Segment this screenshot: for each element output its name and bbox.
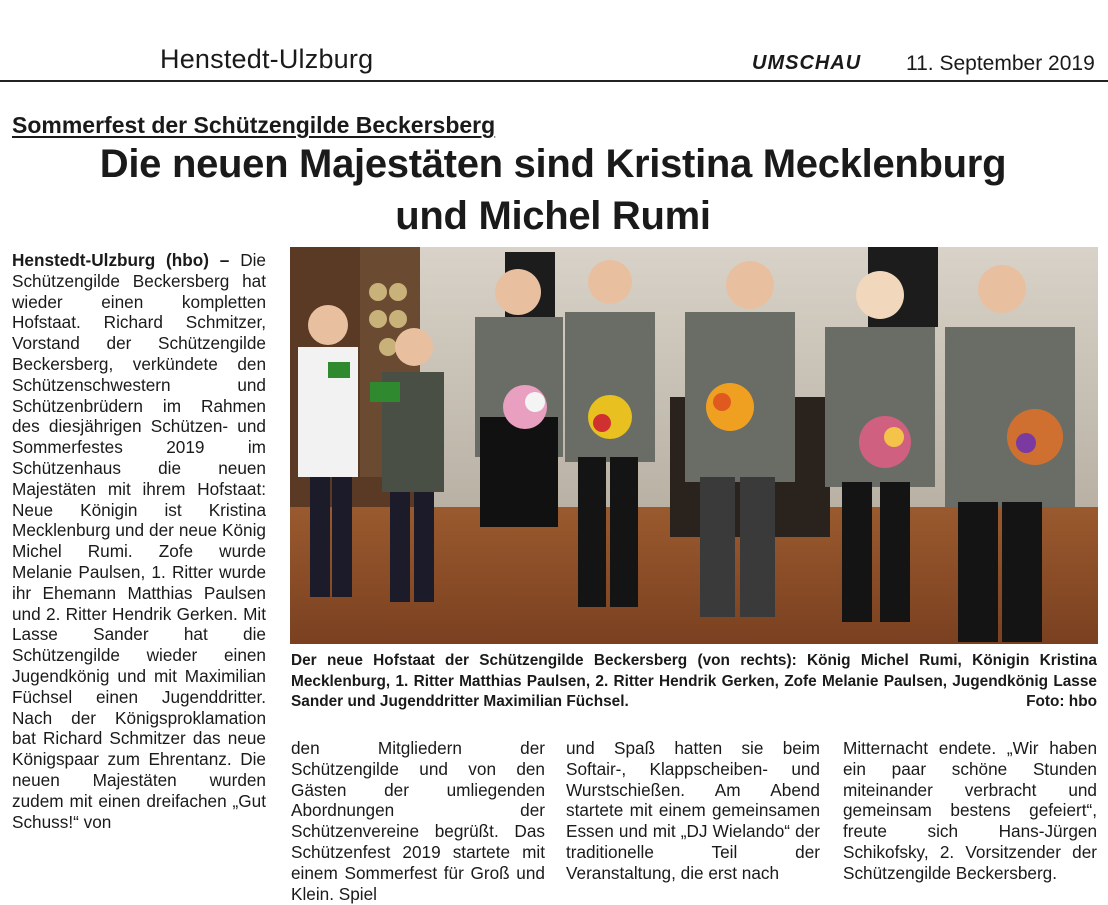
body-text-3: und Spaß hatten sie beim Softair-, Klappscheiben- und Wurstschießen. Am Abend startete mit einem gemeinsamen Essen und mit „DJ Wielando“ der traditionelle Teil der Veranstaltung, die erst nach: [566, 738, 820, 883]
body-text-2: den Mitgliedern der Schützengilde und von den Gästen der umliegenden Abordnungen der Schützenvereine begrüßt. Das Schützenfest 2019 startete mit einem Sommerfest für Groß und Klein. Spiel: [291, 738, 545, 904]
dateline: Henstedt-Ulzburg (hbo) –: [12, 250, 230, 270]
issue-date: 11. September 2019: [906, 52, 1095, 75]
headline-line-2: und Michel Rumi: [395, 194, 711, 238]
headline-line-1: Die neuen Majestäten sind Kristina Mecklenburg: [99, 142, 1007, 186]
group-photo: [290, 247, 1098, 644]
body-column-4: [843, 738, 1097, 884]
group-photo-illustration: [290, 247, 1098, 644]
body-column-2: [291, 738, 545, 904]
header-rule: [0, 80, 1108, 82]
body-column-1: [12, 250, 266, 832]
page-header: [0, 0, 1108, 86]
article-headline: [20, 138, 1086, 242]
photo-credit: Foto: hbo: [1026, 693, 1097, 710]
body-text-1: Die Schützengilde Beckersberg hat wieder einen kompletten Hofstaat. Richard Schmitzer, Vorstand der Schützengilde Beckersberg, verkündete den Schützenschwestern und Schützenbrüdern im Rahmen des diesjährigen Schützen- und Sommerfestes 2019 im Schützenhaus die neuen Majestäten mit ihrem Hofstaat: Neue Königin ist Kristina Mecklenburg und der neue König Michel Rumi. Zofe wurde Melanie Paulsen, 1. Ritter wurde ihr Ehemann Matthias Paulsen und 2. Ritter Hendrik Gerken. Mit Lasse Sander hat die Schützengilde wieder einen Jugendkönig und mit Maximilian Füchsel einen Jugenddritter. Nach der Königsproklamation bat Richard Schmitzer das neue Königspaar zum Ehrentanz. Die neuen Majestäten wurden zudem mit einen dreifachen „Gut Schuss!“ von: [12, 250, 266, 832]
article-kicker: Sommerfest der Schützengilde Beckersberg: [12, 112, 496, 138]
newspaper-brand-logo: UMSCHAU: [752, 52, 862, 74]
photo-caption: [291, 651, 1097, 713]
body-column-3: [566, 738, 820, 884]
caption-text: Der neue Hofstaat der Schützengilde Beckersberg (von rechts): König Michel Rumi, Königin Kristina Mecklenburg, 1. Ritter Matthias Paulsen, 2. Ritter Hendrik Gerken, Zofe Melanie Paulsen, Jugendkönig Lasse Sander und Jugenddritter Maximilian Füchsel.: [291, 652, 1097, 710]
section-location: Henstedt-Ulzburg: [160, 44, 374, 74]
body-text-4: Mitternacht endete. „Wir haben ein paar schöne Stunden miteinander verbracht und gemeinsam bestens gefeiert“, freute sich Hans-Jürgen Schikofsky, 2. Vorsitzender der Schützengilde Beckersberg.: [843, 738, 1097, 883]
